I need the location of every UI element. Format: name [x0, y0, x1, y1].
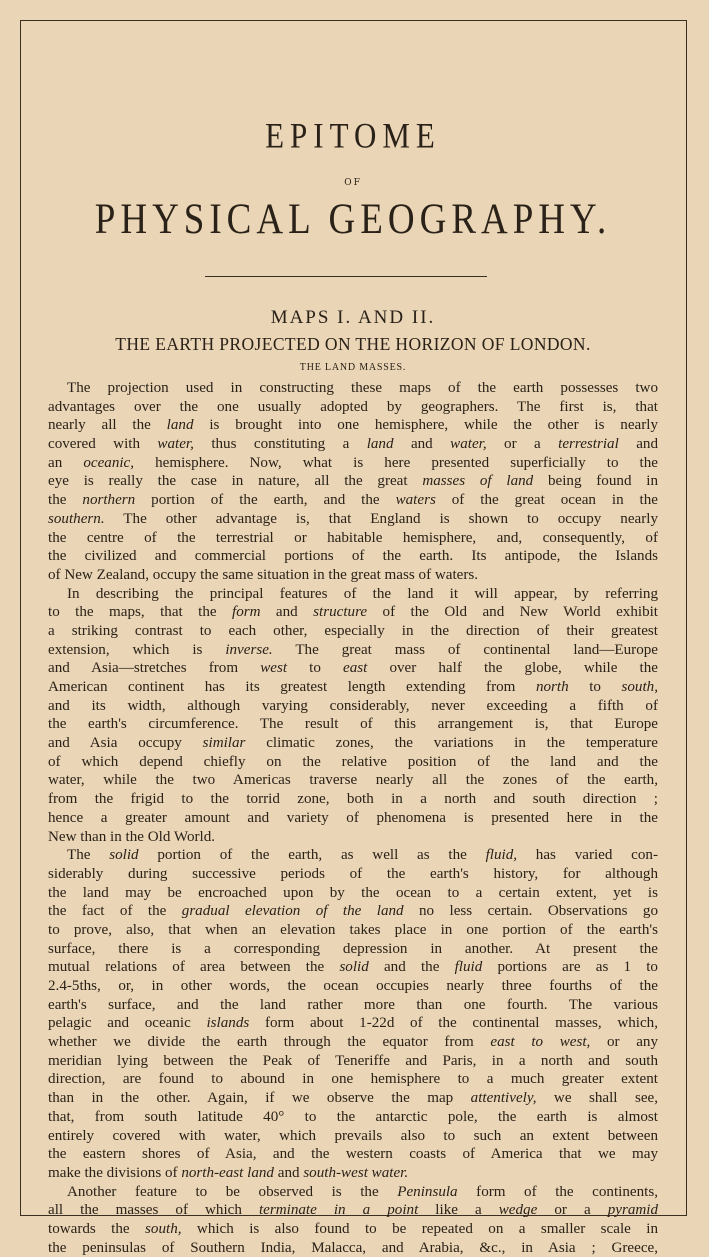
text-run: thus constituting a	[193, 436, 367, 453]
text-line	[48, 697, 658, 716]
italic-text: gradual elevation of the land	[181, 903, 404, 920]
text-run: or a	[486, 436, 559, 453]
text-line	[48, 921, 658, 940]
italic-text: oceanic,	[83, 454, 135, 471]
text-line	[48, 1201, 658, 1220]
italic-text: attentively,	[470, 1090, 537, 1107]
text-line	[48, 1108, 658, 1127]
italic-text: terrestrial	[558, 436, 619, 453]
title-of: OF	[344, 178, 362, 188]
text-line	[48, 734, 658, 753]
text-run: the land may be encroached upon by the ocean to a certain extent, yet is	[48, 884, 658, 901]
italic-text: east to west,	[490, 1034, 591, 1051]
italic-text: solid	[109, 847, 139, 864]
text-line	[48, 1145, 658, 1164]
text-run: and the	[368, 959, 455, 976]
text-run: to prove, also, that when an elevation takes place in one portion of the earth's	[48, 921, 658, 938]
text-line	[48, 1183, 658, 1202]
text-run: The projection used in constructing these maps of the earth possesses two	[67, 380, 658, 396]
italic-text: structure	[313, 604, 368, 621]
italic-text: water,	[450, 436, 487, 453]
text-run: climatic zones, the variations in the temperature	[245, 735, 658, 752]
text-line	[48, 1014, 658, 1033]
text-line	[48, 622, 658, 641]
italic-text: fluid	[454, 959, 483, 976]
text-run: and Asia—stretches from	[48, 660, 261, 677]
italic-text: south,	[621, 679, 658, 695]
section-maps-heading: MAPS I. AND II.	[270, 307, 436, 328]
text-line	[48, 715, 658, 734]
text-run: the	[48, 492, 83, 509]
text-line	[48, 585, 658, 604]
text-line	[48, 416, 658, 435]
text-run: the earth's circumference. The result of this arrangement is, that Europe	[48, 716, 658, 733]
title-divider	[205, 276, 487, 277]
text-run: surface, there is a corresponding depression in another. At present the	[48, 940, 658, 957]
text-run: of the great ocean in the	[435, 492, 658, 509]
text-line	[48, 398, 658, 417]
text-line	[48, 603, 658, 622]
text-line	[48, 1070, 658, 1089]
text-line	[48, 884, 658, 903]
text-run: Another feature to be observed is the	[67, 1183, 398, 1200]
text-run: the fact of the	[48, 903, 182, 920]
italic-text: fluid,	[485, 847, 518, 864]
text-line	[48, 996, 658, 1015]
text-line	[48, 454, 658, 473]
text-run: to	[287, 660, 344, 677]
text-run: no less certain. Observations go	[403, 903, 658, 920]
text-run: make the divisions of	[48, 1164, 182, 1181]
paragraph	[48, 1183, 658, 1257]
text-run: the civilized and commercial portions of the earth. Its antipode, the Islands	[48, 548, 658, 565]
text-run: form of the continents,	[457, 1183, 658, 1200]
text-run: eye is really the case in nature, all the great	[48, 473, 423, 490]
text-run: and Asia occupy	[48, 735, 203, 752]
text-line	[48, 1220, 658, 1239]
title-epitome: EPITOME	[265, 115, 441, 156]
text-run: than in the other. Again, if we observe the map	[48, 1090, 471, 1107]
text-line	[48, 1089, 658, 1108]
text-line	[48, 641, 658, 660]
text-run: the peninsulas of Southern India, Malacca, and Arabia, &c., in Asia ; Greece,	[48, 1239, 658, 1256]
text-line	[48, 510, 658, 529]
text-line	[48, 828, 658, 847]
text-run: The other advantage is, that England is shown to occupy nearly	[104, 510, 658, 527]
text-run: extension, which is	[48, 641, 226, 658]
text-line	[48, 491, 658, 510]
text-run: In describing the principal features of the land it will appear, by referring	[67, 585, 658, 602]
text-run: entirely covered with water, which prevails also to such an extent between	[48, 1127, 658, 1144]
italic-text: solid	[339, 959, 369, 976]
italic-text: wedge	[498, 1202, 538, 1219]
text-run: direction, are found to abound in one hemisphere to a much greater extent	[48, 1071, 658, 1088]
text-run: a striking contrast to each other, especially in the direction of their greatest	[48, 622, 658, 639]
text-run: and	[260, 604, 314, 621]
text-run: or any	[590, 1034, 658, 1051]
italic-text: form	[232, 604, 261, 621]
text-run: to	[568, 679, 622, 695]
text-run: towards the	[48, 1220, 146, 1237]
text-run: form about 1-22d of the continental masses, which,	[249, 1015, 658, 1032]
text-line	[48, 547, 658, 566]
text-line	[48, 379, 658, 398]
text-run: to the maps, that the	[48, 604, 232, 621]
italic-text: south,	[145, 1220, 182, 1237]
text-run: portion of the earth, and the	[135, 492, 396, 509]
text-run: an	[48, 454, 84, 471]
text-run: of New Zealand, occupy the same situation in the great mass of waters.	[48, 566, 479, 583]
italic-text: terminate in a point	[258, 1202, 419, 1219]
text-run: water, while the two Americas traverse nearly all the zones of the earth,	[48, 772, 658, 789]
section-earth-heading: THE EARTH PROJECTED ON THE HORIZON OF LONDON.	[115, 334, 591, 354]
text-run: earth's surface, and the land rather more than one fourth. The various	[48, 996, 658, 1013]
text-run: portion of the earth, as well as the	[138, 847, 486, 864]
italic-text: north-east land	[181, 1164, 274, 1181]
text-run: of the Old and New World exhibit	[367, 604, 658, 621]
text-run: siderably during successive periods of the earth's history, for although	[48, 865, 658, 882]
text-run: like a	[418, 1202, 499, 1219]
italic-text: northern	[82, 492, 136, 509]
text-run: hemisphere. Now, what is here presented superficially to the	[134, 454, 658, 471]
text-run: has varied con-	[517, 847, 658, 864]
title-physical-geography: PHYSICAL GEOGRAPHY.	[94, 195, 612, 244]
text-line	[48, 809, 658, 828]
italic-text: southern.	[48, 510, 105, 527]
text-line	[48, 472, 658, 491]
text-line	[48, 659, 658, 678]
text-run: from the frigid to the torrid zone, both in a north and south direction ;	[48, 791, 658, 808]
text-run: of which depend chiefly on the relative position of the land and the	[48, 753, 658, 770]
text-line	[48, 753, 658, 772]
text-run: we shall see,	[536, 1090, 658, 1107]
text-run: that, from south latitude 40° to the antarctic pole, the earth is almost	[48, 1108, 658, 1125]
italic-text: islands	[206, 1015, 250, 1032]
text-run: 2.4-5ths, or, in other words, the ocean occupies nearly three fourths of the	[48, 978, 658, 994]
text-run: which is also found to be repeated on a smaller scale in	[181, 1220, 658, 1237]
italic-text: west	[260, 660, 288, 677]
text-run: New than in the Old World.	[48, 828, 216, 845]
text-line	[48, 1164, 658, 1183]
text-line	[48, 1052, 658, 1071]
text-line	[48, 771, 658, 790]
text-run: or a	[537, 1202, 608, 1219]
italic-text: south-west water.	[303, 1164, 409, 1181]
text-run: the centre of the terrestrial or habitable hemisphere, and, consequently, of	[48, 529, 658, 546]
text-line	[48, 1033, 658, 1052]
text-run: mutual relations of area between the	[48, 959, 340, 976]
italic-text: inverse.	[225, 641, 273, 658]
italic-text: land	[366, 436, 394, 453]
text-run: hence a greater amount and variety of phenomena is presented here in the	[48, 809, 658, 826]
text-run: is brought into one hemisphere, while the other is nearly	[193, 417, 658, 434]
italic-text: water,	[157, 436, 194, 453]
text-line	[48, 435, 658, 454]
text-run: covered with	[48, 436, 158, 453]
text-line	[48, 1127, 658, 1146]
italic-text: land	[166, 417, 194, 434]
text-run: portions are as 1 to	[482, 959, 658, 976]
paragraph	[48, 846, 658, 1182]
text-line	[48, 846, 658, 865]
text-run: all the masses of which	[48, 1202, 259, 1219]
text-line	[48, 977, 658, 996]
text-run: and its width, although varying considerably, never exceeding a fifth of	[48, 697, 658, 714]
text-line	[48, 958, 658, 977]
text-run: pelagic and oceanic	[48, 1015, 207, 1032]
text-line	[48, 678, 658, 697]
text-run: being found in	[533, 473, 658, 490]
text-run: The great mass of continental land—Europe	[272, 641, 658, 658]
text-run: and	[393, 436, 451, 453]
text-run: American continent has its greatest length extending from	[48, 679, 536, 695]
text-run: The	[67, 847, 110, 864]
body-text	[48, 379, 658, 1257]
text-run: over half the globe, while the	[367, 660, 658, 677]
text-line	[48, 902, 658, 921]
paragraph	[48, 379, 658, 585]
text-line	[48, 1239, 658, 1257]
italic-text: similar	[202, 735, 246, 752]
italic-text: north	[535, 679, 569, 695]
italic-text: waters	[395, 492, 436, 509]
text-line	[48, 790, 658, 809]
italic-text: masses of land	[422, 473, 534, 490]
italic-text: east	[343, 660, 368, 677]
italic-text: pyramid	[607, 1202, 658, 1219]
text-run: advantages over the one usually adopted by geographers. The first is, that	[48, 398, 658, 415]
text-run: and	[273, 1164, 304, 1181]
section-land-masses-heading: THE LAND MASSES.	[299, 362, 407, 373]
italic-text: Peninsula	[397, 1183, 458, 1200]
text-run: nearly all the	[48, 417, 167, 434]
paragraph	[48, 585, 658, 847]
text-run: whether we divide the earth through the equator from	[48, 1034, 491, 1051]
text-line	[48, 865, 658, 884]
text-line	[48, 529, 658, 548]
text-run: the eastern shores of Asia, and the western coasts of America that we may	[48, 1146, 658, 1163]
text-run: and	[618, 436, 658, 453]
text-line	[48, 940, 658, 959]
text-line	[48, 566, 658, 585]
text-run: meridian lying between the Peak of Teneriffe and Paris, in a north and south	[48, 1052, 658, 1069]
